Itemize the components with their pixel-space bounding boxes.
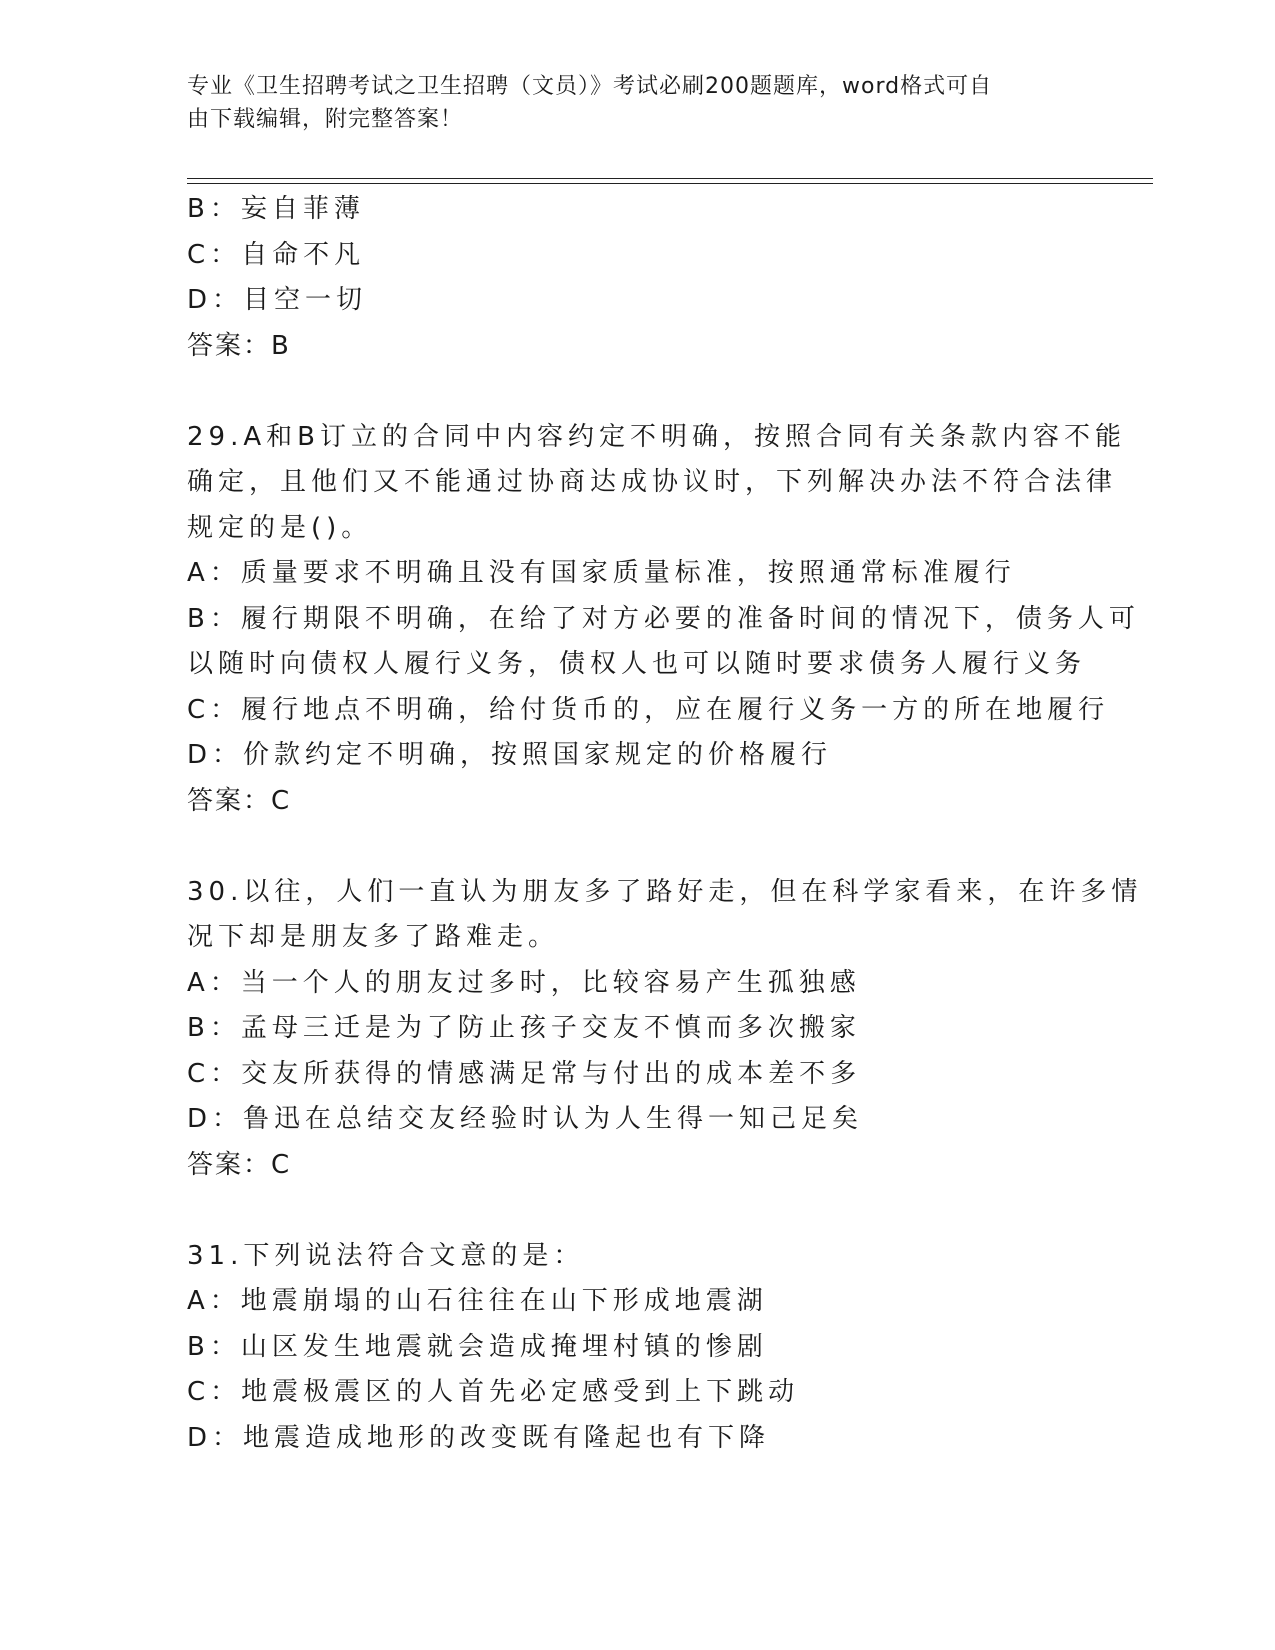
option-c: C：自命不凡 — [187, 239, 366, 270]
option-b: B：履行期限不明确，在给了对方必要的准备时间的情况下，债务人可 — [187, 603, 1140, 634]
spacer — [187, 369, 1087, 415]
header-line: 专业《卫生招聘考试之卫生招聘（文员）》考试必刷200题题库，word格式可自 — [187, 74, 993, 99]
question-block-prev — [187, 187, 1087, 369]
question-block-31 — [187, 1234, 1087, 1462]
option-d: D：价款约定不明确，按照国家规定的价格履行 — [187, 740, 833, 770]
question-block-29 — [187, 415, 1140, 825]
question-stem: 29.A和B订立的合同中内容约定不明确，按照合同有关条款内容不能 — [187, 421, 1126, 452]
option-d: D：鲁迅在总结交友经验时认为人生得一知己足矣 — [187, 1104, 864, 1134]
option-a: A：地震崩塌的山石往往在山下形成地震湖 — [187, 1286, 768, 1316]
option-c: C：交友所获得的情感满足常与付出的成本差不多 — [187, 1058, 862, 1089]
question-stem: 30.以往，人们一直认为朋友多了路好走，但在科学家看来，在许多情 — [187, 876, 1143, 907]
option-a: A：质量要求不明确且没有国家质量标准，按照通常标准履行 — [187, 558, 1016, 588]
document-body — [187, 187, 1143, 1461]
option-a: A：当一个人的朋友过多时，比较容易产生孤独感 — [187, 967, 861, 998]
question-stem: 31.下列说法符合文意的是： — [187, 1240, 585, 1271]
question-stem: 况下却是朋友多了路难走。 — [187, 922, 560, 952]
option-c: C：履行地点不明确，给付货币的，应在履行义务一方的所在地履行 — [187, 694, 1110, 725]
spacer — [187, 1188, 1087, 1234]
question-block-30 — [187, 870, 1143, 1189]
header-divider — [187, 183, 1153, 184]
spacer — [187, 824, 1087, 870]
answer-line: 答案：C — [187, 1149, 292, 1180]
question-stem: 规定的是()。 — [187, 512, 373, 543]
option-d: D：目空一切 — [187, 285, 368, 315]
answer-line: 答案：C — [187, 785, 292, 816]
option-b: B：孟母三迁是为了防止孩子交友不慎而多次搬家 — [187, 1013, 861, 1043]
option-b: B：山区发生地震就会造成掩埋村镇的惨剧 — [187, 1331, 768, 1362]
option-c: C：地震极震区的人首先必定感受到上下跳动 — [187, 1377, 800, 1407]
header-line: 由下载编辑，附完整答案！ — [187, 107, 464, 132]
document-header — [187, 70, 1067, 136]
header-divider — [187, 178, 1153, 179]
option-b: B：妄自菲薄 — [187, 194, 365, 224]
option-d: D：地震造成地形的改变既有隆起也有下降 — [187, 1422, 771, 1453]
answer-line: 答案：B — [187, 330, 291, 361]
question-stem: 确定，且他们又不能通过协商达成协议时，下列解决办法不符合法律 — [187, 467, 1118, 497]
option-b-continued: 以随时向债权人履行义务，债权人也可以随时要求债务人履行义务 — [187, 649, 1087, 679]
